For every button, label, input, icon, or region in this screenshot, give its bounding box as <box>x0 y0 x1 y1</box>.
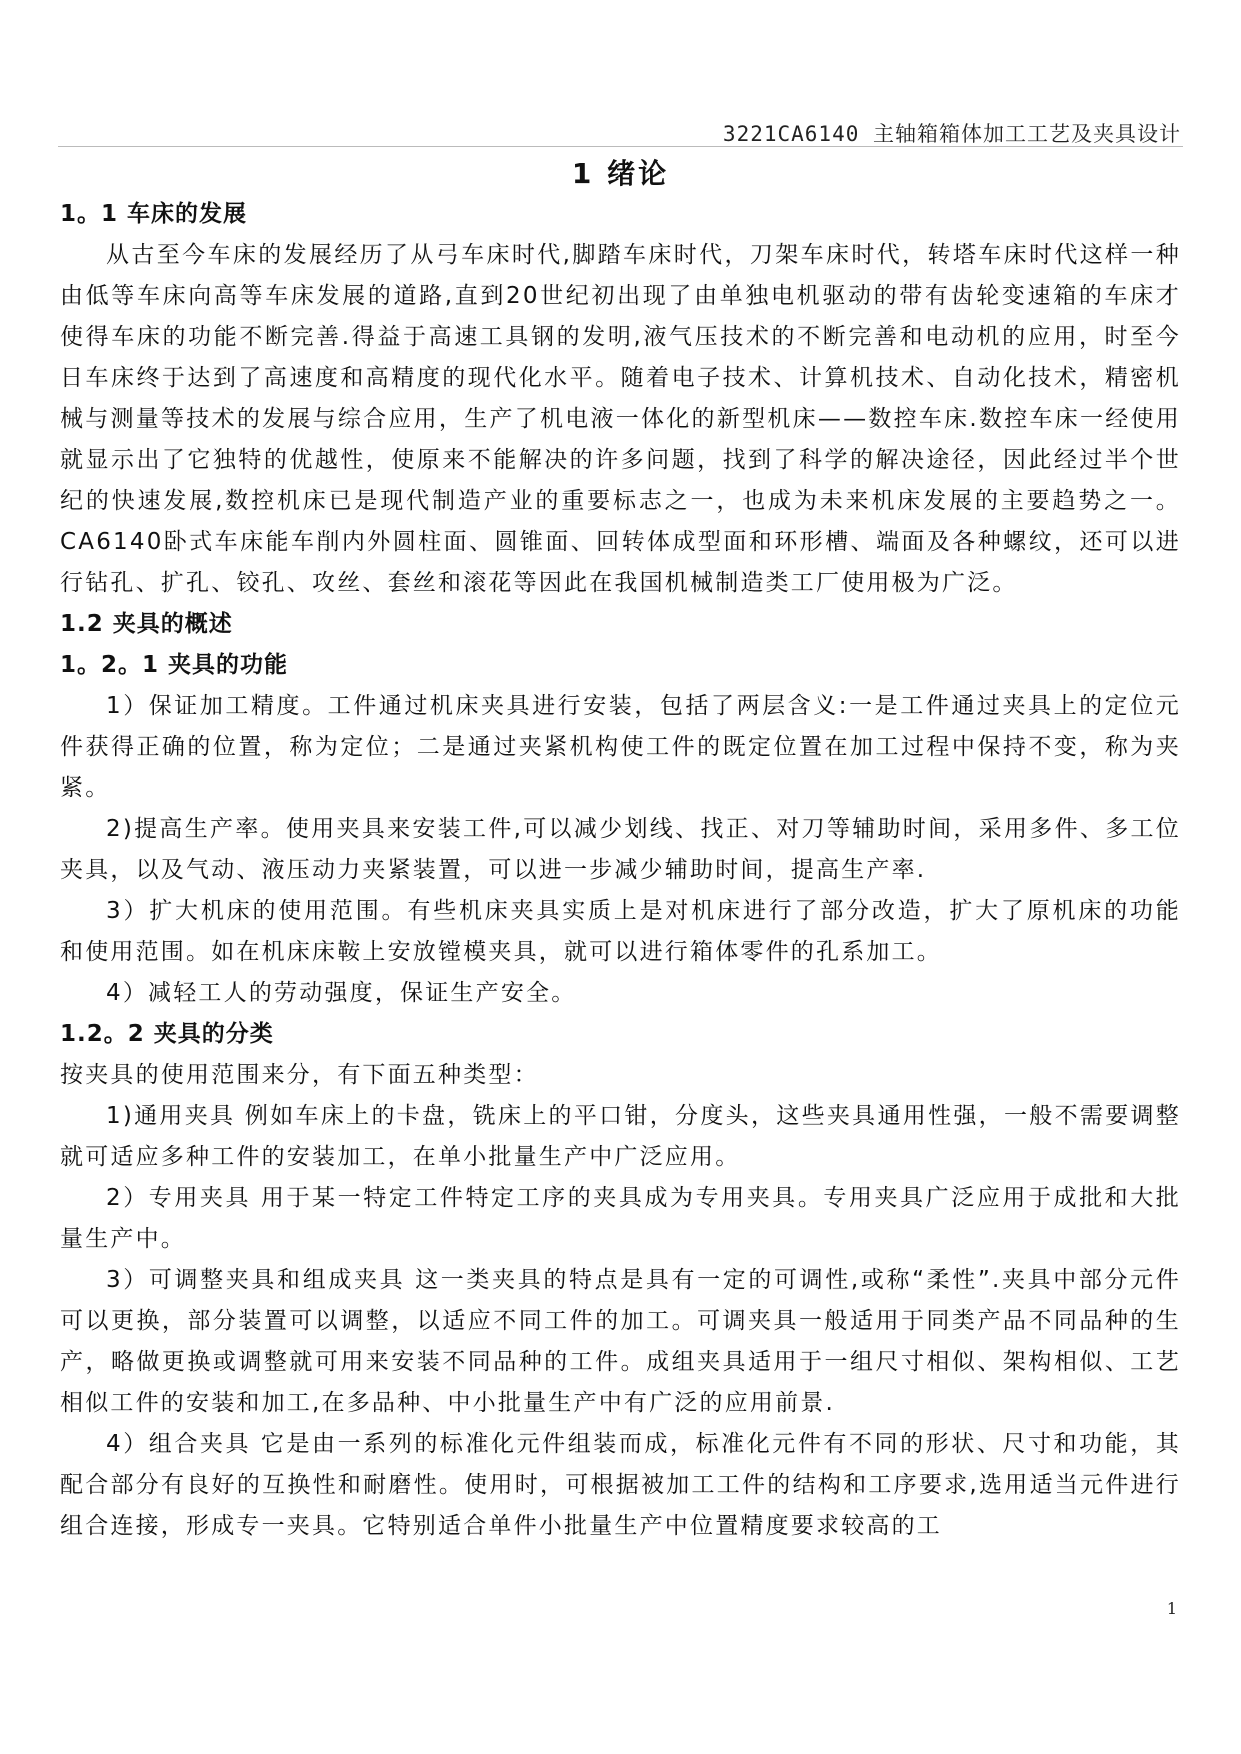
body-paragraph: 3）可调整夹具和组成夹具 这一类夹具的特点是具有一定的可调性,或称“柔性”.夹具中部分元件可以更换，部分装置可以调整，以适应不同工件的加工。可调夹具一般适用于同类产品不同品种的生产，略做更换或调整就可用来安装不同品种的工件。成组夹具适用于一组尺寸相似、架构相似、工艺相似工件的安装和加工,在多品种、中小批量生产中有广泛的应用前景. <box>60 1267 1181 1416</box>
body-paragraph: 1）保证加工精度。工件通过机床夹具进行安装，包括了两层含义:一是工件通过夹具上的定位元件获得正确的位置，称为定位；二是通过夹紧机构使工件的既定位置在加工过程中保持不变，称为夹紧。 <box>60 693 1181 801</box>
body-paragraph: 4）减轻工人的劳动强度，保证生产安全。 <box>106 980 577 1006</box>
subsection-heading: 1。2。1 夹具的功能 <box>60 652 289 678</box>
body-paragraph: 4）组合夹具 它是由一系列的标准化元件组装而成，标准化元件有不同的形状、尺寸和功能，其配合部分有良好的互换性和耐磨性。使用时，可根据被加工工件的结构和工序要求,选用适当元件进行组合连接，形成专一夹具。它特别适合单件小批量生产中位置精度要求较高的工 <box>60 1431 1181 1539</box>
document-body <box>60 194 1181 1547</box>
chapter-title: 1 绪论 <box>571 157 670 190</box>
subsection-heading: 1.2。2 夹具的分类 <box>60 1021 274 1047</box>
body-paragraph: 从古至今车床的发展经历了从弓车床时代,脚踏车床时代，刀架车床时代，转塔车床时代这样一种由低等车床向高等车床发展的道路,直到20世纪初出现了由单独电机驱动的带有齿轮变速箱的车床才使得车床的功能不断完善.得益于高速工具钢的发明,液气压技术的不断完善和电动机的应用，时至今日车床终于达到了高速度和高精度的现代化水平。随着电子技术、计算机技术、自动化技术，精密机械与测量等技术的发展与综合应用，生产了机电液一体化的新型机床——数控车床.数控车床一经使用就显示出了它独特的优越性，使原来不能解决的许多问题，找到了科学的解决途径，因此经过半个世纪的快速发展,数控机床已是现代制造产业的重要标志之一，也成为未来机床发展的主要趋势之一。CA6140卧式车床能车削内外圆柱面、圆锥面、回转体成型面和环形槽、端面及各种螺纹，还可以进行钻孔、扩孔、铰孔、攻丝、套丝和滚花等因此在我国机械制造类工厂使用极为广泛。 <box>60 242 1181 596</box>
body-paragraph: 2）专用夹具 用于某一特定工件特定工序的夹具成为专用夹具。专用夹具广泛应用于成批和大批量生产中。 <box>60 1185 1181 1252</box>
header-divider <box>58 146 1183 147</box>
body-paragraph: 3）扩大机床的使用范围。有些机床夹具实质上是对机床进行了部分改造，扩大了原机床的功能和使用范围。如在机床床鞍上安放镗模夹具，就可以进行箱体零件的孔系加工。 <box>60 898 1181 965</box>
lead-paragraph: 按夹具的使用范围来分，有下面五种类型： <box>60 1062 539 1088</box>
body-paragraph: 2)提高生产率。使用夹具来安装工件,可以减少划线、找正、对刀等辅助时间，采用多件、多工位夹具，以及气动、液压动力夹紧装置，可以进一步减少辅助时间，提高生产率. <box>60 816 1181 883</box>
section-heading: 1。1 车床的发展 <box>60 201 248 227</box>
section-heading: 1.2 夹具的概述 <box>60 611 233 637</box>
page-number: 1 <box>1166 1599 1177 1618</box>
running-header: 3221CA6140 主轴箱箱体加工工艺及夹具设计 <box>722 122 1181 146</box>
body-paragraph: 1)通用夹具 例如车床上的卡盘，铣床上的平口钳，分度头，这些夹具通用性强，一般不需要调整就可适应多种工件的安装加工，在单小批量生产中广泛应用。 <box>60 1103 1181 1170</box>
